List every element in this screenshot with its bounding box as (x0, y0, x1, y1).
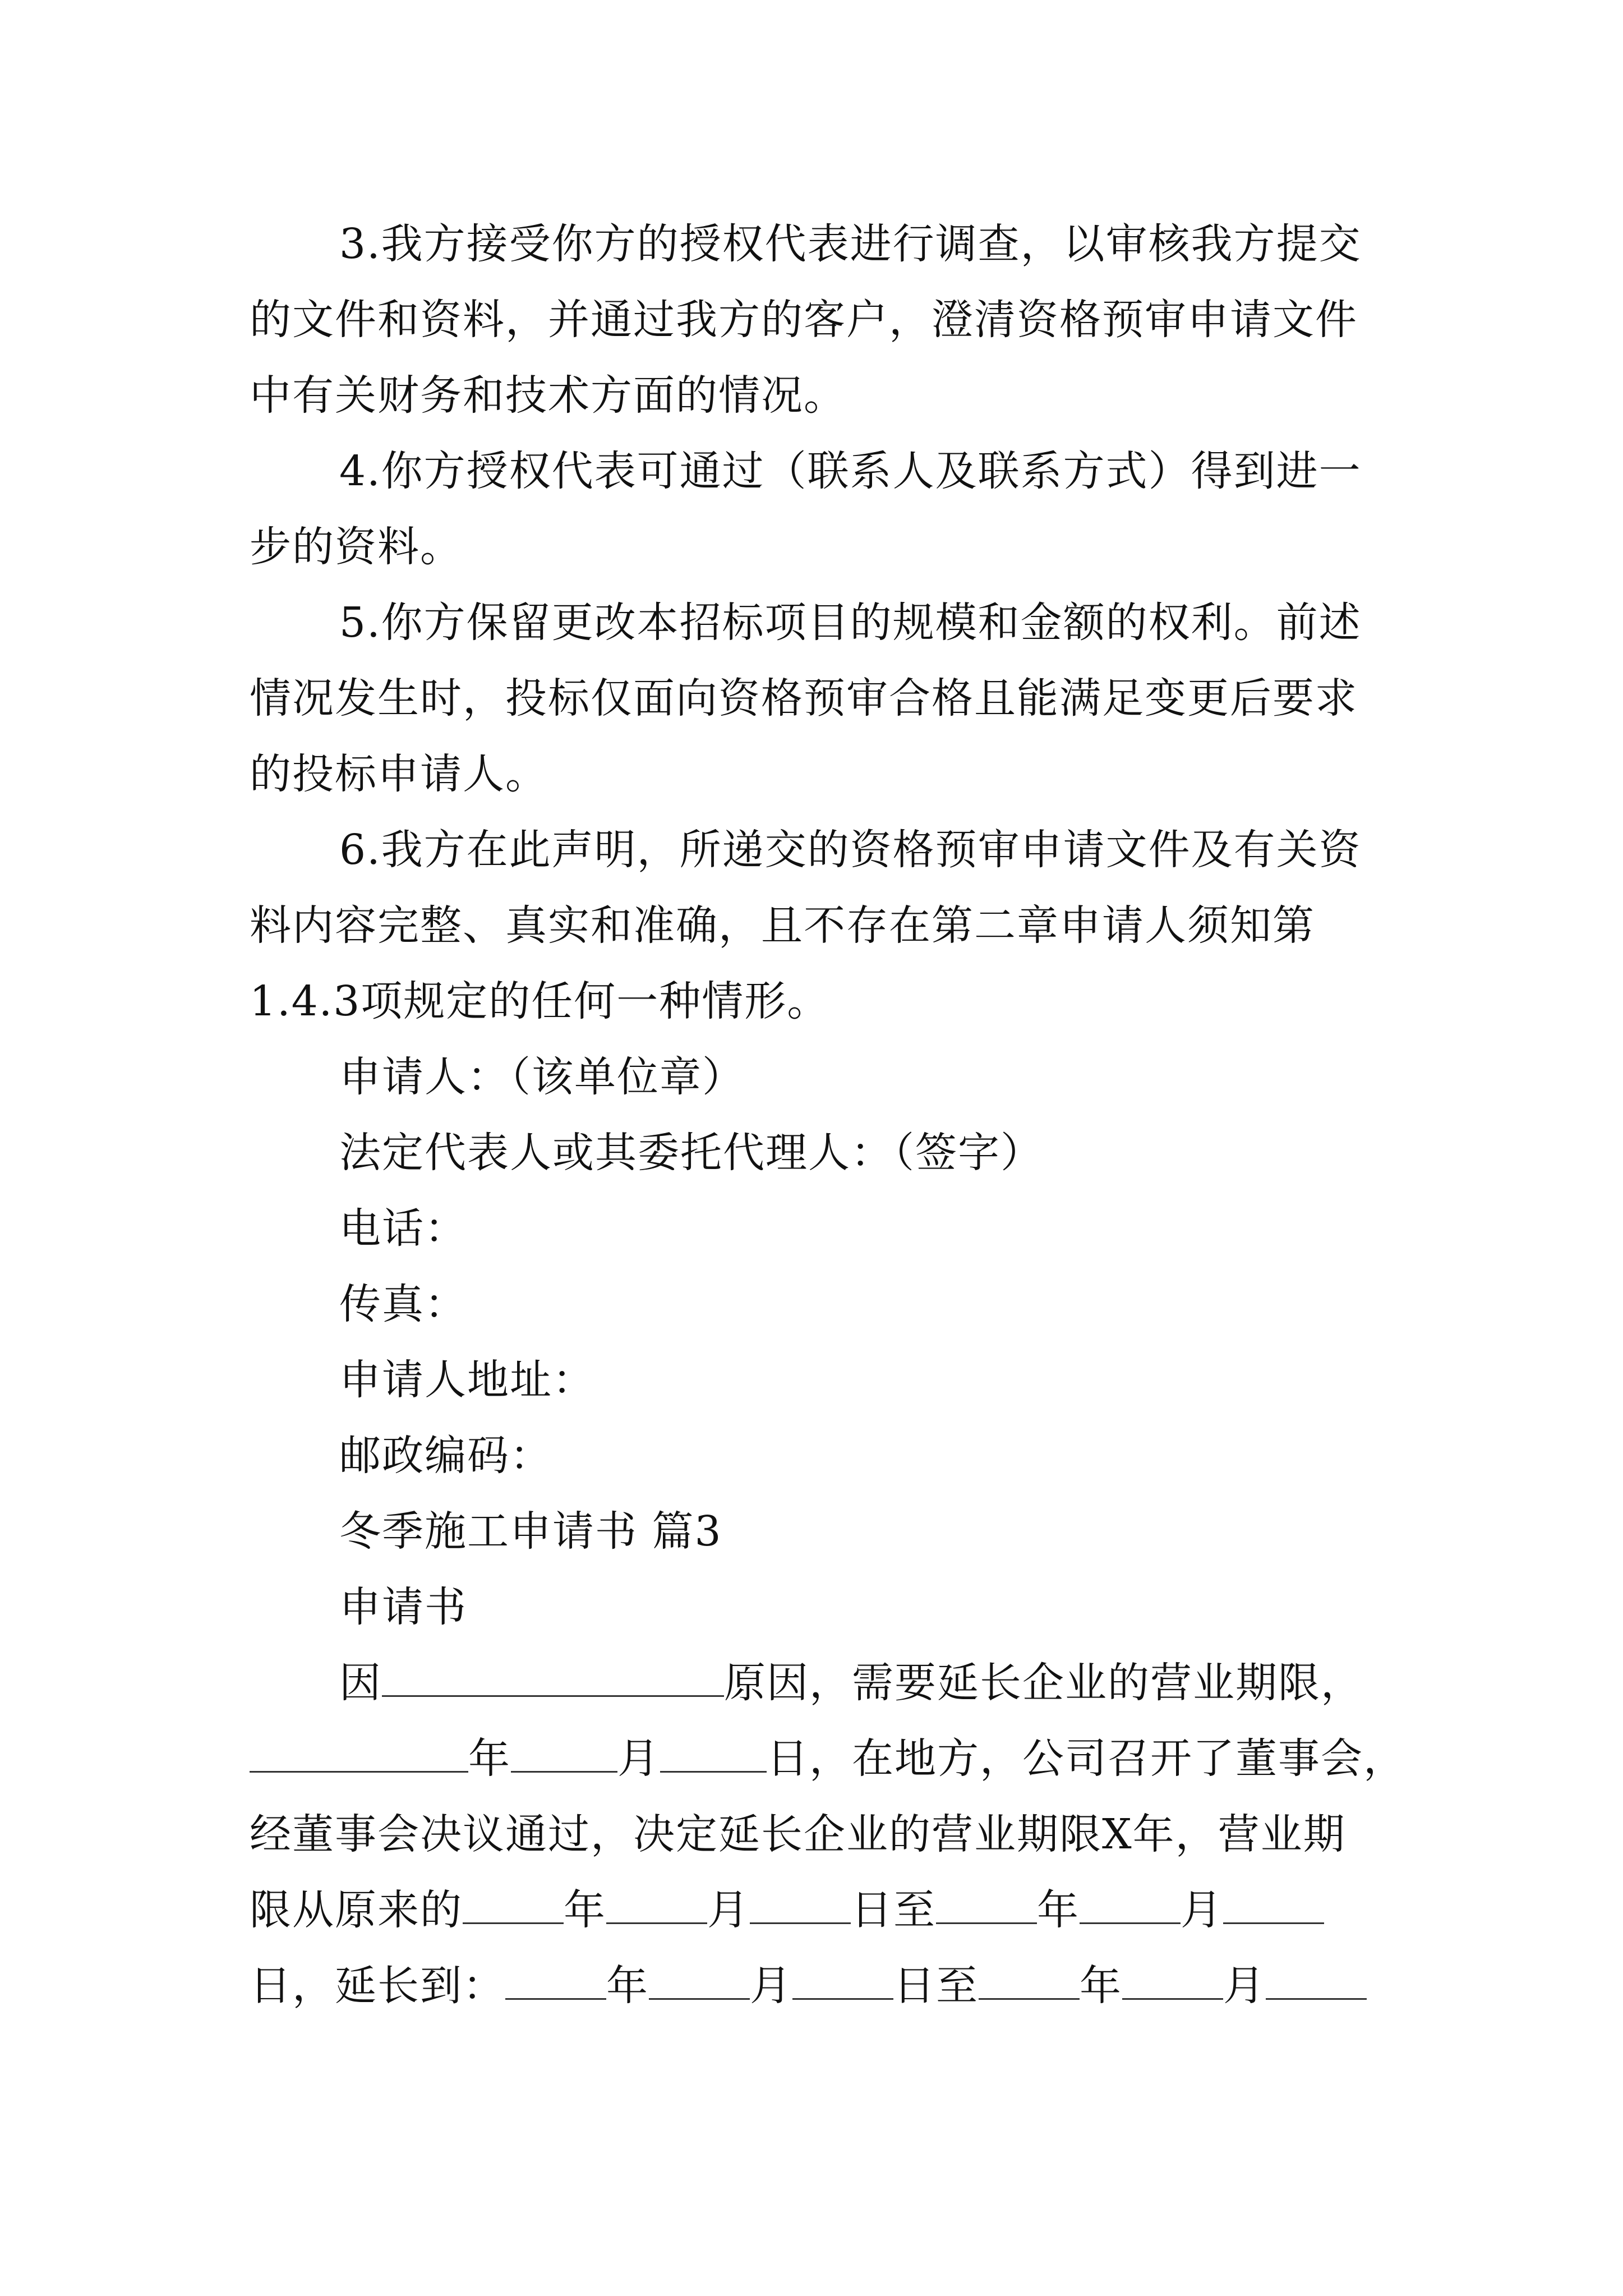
letter-line-1-suffix: 原因，需要延长企业的营业期限， (724, 1659, 1363, 1707)
year-label: 年 (606, 1962, 649, 2010)
day-label: 日 (893, 1962, 936, 2010)
month-label: 月 (707, 1886, 750, 1934)
day-label: 日 (851, 1886, 893, 1934)
year-label: 年 (1037, 1886, 1080, 1934)
paragraph-6-line-3: 1.4.3项规定的任何一种情形。 (250, 977, 830, 1025)
original-start-year-blank (463, 1889, 564, 1924)
meeting-day-blank (660, 1737, 767, 1773)
paragraph-5-line-3: 的投标申请人。 (250, 750, 548, 798)
section-heading: 冬季施工申请书 篇3 (339, 1507, 722, 1556)
applicant-address-label: 申请人地址： (339, 1356, 595, 1404)
legal-representative-signature-label: 法定代表人或其委托代理人：（签字） (339, 1129, 1043, 1177)
letter-line-3: 经董事会决议通过，决定延长企业的营业期限X年，营业期 (250, 1810, 1346, 1858)
extended-end-day-blank (1266, 1964, 1367, 2000)
to-label: 至 (893, 1886, 936, 1934)
month-label: 月 (1223, 1962, 1266, 2010)
extended-start-day-blank (792, 1964, 893, 2000)
letter-line-2-suffix: ，在地方，公司召开了董事会， (809, 1734, 1406, 1783)
day-label: 日 (767, 1734, 809, 1783)
year-label: 年 (1080, 1962, 1122, 2010)
letter-line-4-prefix: 限从原来的 (250, 1886, 463, 1934)
meeting-year-blank (250, 1737, 468, 1773)
month-label: 月 (1181, 1886, 1223, 1934)
year-label: 年 (564, 1886, 606, 1934)
paragraph-3-line-1: 3.我方接受你方的授权代表进行调查，以审核我方提交 (339, 220, 1362, 268)
paragraph-6-line-2: 料内容完整、真实和准确，且不存在第二章申请人须知第 (250, 901, 1315, 950)
reason-blank (382, 1662, 724, 1697)
meeting-month-blank (511, 1737, 617, 1773)
extended-end-month-blank (1122, 1964, 1223, 2000)
year-label: 年 (468, 1734, 511, 1783)
paragraph-5-line-1: 5.你方保留更改本招标项目的规模和金额的权利。前述 (339, 599, 1362, 647)
letter-line-5 (250, 1958, 1367, 2014)
paragraph-4-line-2: 步的资料。 (250, 523, 463, 571)
extended-start-month-blank (649, 1964, 750, 2000)
original-end-year-blank (936, 1889, 1037, 1924)
original-start-month-blank (606, 1889, 707, 1924)
extended-start-year-blank (505, 1964, 606, 2000)
applicant-seal-label: 申请人：（该单位章） (339, 1053, 745, 1101)
letter-line-4 (250, 1882, 1324, 1938)
paragraph-5-line-2: 情况发生时，投标仅面向资格预审合格且能满足变更后要求 (250, 674, 1358, 723)
fax-label: 传真： (339, 1280, 467, 1328)
original-start-day-blank (750, 1889, 851, 1924)
month-label: 月 (617, 1734, 660, 1783)
paragraph-6-line-1: 6.我方在此声明，所递交的资格预审申请文件及有关资 (339, 826, 1362, 874)
extended-end-year-blank (979, 1964, 1080, 2000)
original-end-month-blank (1080, 1889, 1181, 1924)
to-label: 至 (936, 1962, 979, 2010)
paragraph-3-line-2: 的文件和资料，并通过我方的客户，澄清资格预审申请文件 (250, 296, 1358, 344)
letter-line-2 (250, 1731, 1406, 1787)
paragraph-4-line-1: 4.你方授权代表可通过（联系人及联系方式）得到进一 (339, 447, 1362, 495)
section-subheading: 申请书 (339, 1583, 467, 1631)
letter-line-5-prefix: 日，延长到： (250, 1962, 505, 2010)
postcode-label: 邮政编码： (339, 1432, 552, 1480)
letter-line-1 (339, 1655, 1363, 1711)
month-label: 月 (750, 1962, 792, 2010)
phone-label: 电话： (339, 1204, 467, 1253)
letter-line-1-prefix: 因 (339, 1659, 382, 1707)
original-end-day-blank (1223, 1889, 1324, 1924)
paragraph-3-line-3: 中有关财务和技术方面的情况。 (250, 371, 846, 420)
